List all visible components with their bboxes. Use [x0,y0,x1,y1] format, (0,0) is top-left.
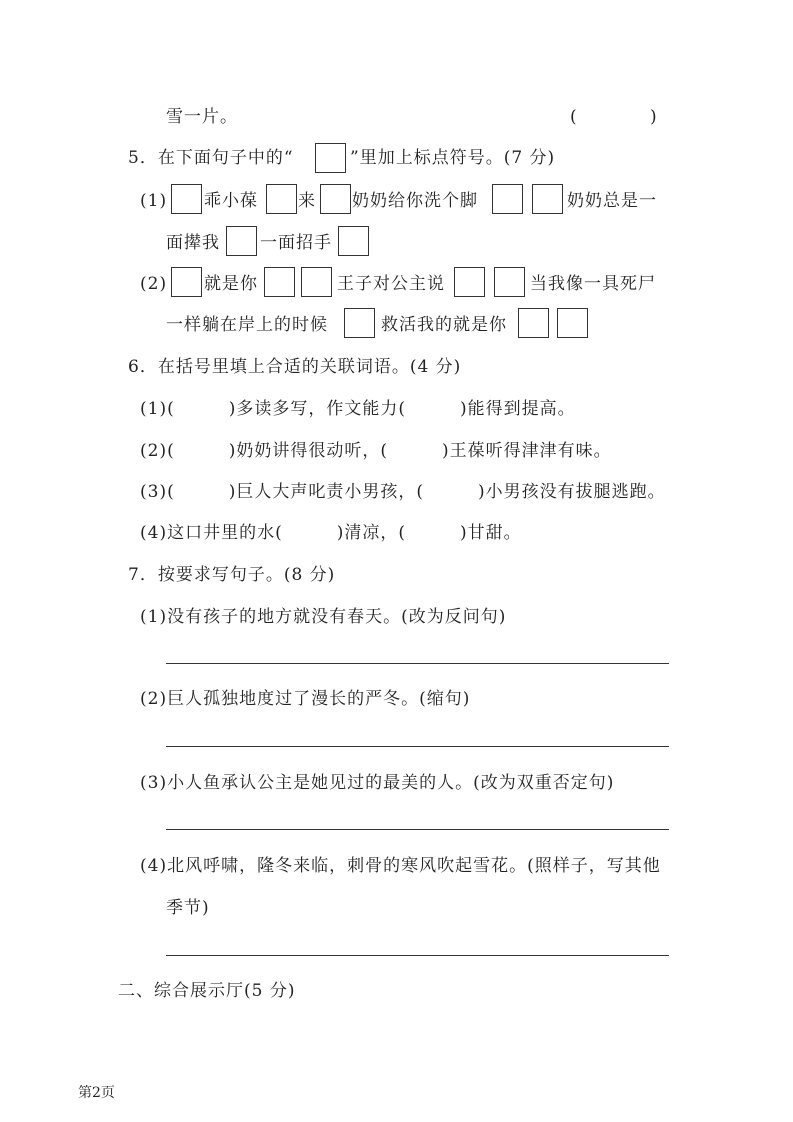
q6-item-3: (3)( )巨人大声叱责小男孩，( )小男孩没有拔腿逃跑。 [140,482,666,502]
q7-item-1: (1)没有孩子的地方就没有春天。(改为反问句) [140,607,507,627]
q5-s2-box-8[interactable] [557,308,588,338]
q5-s2-box-1[interactable] [171,267,202,297]
q5-s1-box-2[interactable] [266,184,297,214]
q6-item-2: (2)( )奶奶讲得很动听，( )王葆听得津津有味。 [140,441,612,461]
q5-s1-box-1[interactable] [171,184,202,214]
page-number: 第2页 [78,1085,115,1101]
q5-s1-box-3[interactable] [320,184,351,214]
q7-answer-line-1[interactable] [166,663,669,664]
q7-item-2: (2)巨人孤独地度过了漫长的严冬。(缩句) [140,689,471,709]
q7-item-4-cont: 季节) [166,898,210,918]
q5-s2-part-5: 救活我的就是你 [381,315,507,335]
q4-tail-text: 雪一片。 [166,107,238,127]
section2-title: 二、综合展示厅(5 分) [118,981,296,1001]
q5-title-b: ”里加上标点符号。(7 分) [350,148,556,168]
q5-s2-part-4: 一样躺在岸上的时候 [166,315,328,335]
q5-s2-part-1: 就是你 [204,274,258,294]
q7-item-3: (3)小人鱼承认公主是她见过的最美的人。(改为双重否定句) [140,773,615,793]
q5-s2-box-2[interactable] [264,267,295,297]
q5-s2-box-3[interactable] [301,267,332,297]
q5-s1-part-2: 来 [298,191,316,211]
q5-s1-box-7[interactable] [338,226,369,256]
q5-s2-box-7[interactable] [518,308,549,338]
q6-title: 6．在括号里填上合适的关联词语。(4 分) [128,357,462,377]
q5-s2-box-4[interactable] [454,267,485,297]
q5-s1-part-5: 面撵我 [166,233,220,253]
q5-s2-part-2: 王子对公主说 [337,274,445,294]
q5-s2-num: (2) [140,274,168,294]
q5-s2-part-3: 当我像一具死尸 [530,274,656,294]
q4-answer-paren-close: ) [650,107,657,127]
q5-s2-box-5[interactable] [494,267,525,297]
q5-title-box [315,143,346,173]
q5-s1-part-3: 奶奶给你洗个脚 [352,191,478,211]
q5-s2-box-6[interactable] [344,308,375,338]
q5-s1-part-4: 奶奶总是一 [567,191,657,211]
q5-s1-num: (1) [140,191,168,211]
q4-answer-paren-open: ( [570,107,577,127]
q5-s1-box-4[interactable] [492,184,523,214]
q7-answer-line-2[interactable] [166,746,669,747]
q7-title: 7．按要求写句子。(8 分) [128,565,336,585]
q5-s1-part-1: 乖小葆 [204,191,258,211]
q5-s1-part-6: 一面招手 [260,233,332,253]
q6-item-1: (1)( )多读多写，作文能力( )能得到提高。 [140,399,576,419]
q7-item-4: (4)北风呼啸，隆冬来临，刺骨的寒风吹起雪花。(照样子，写其他 [140,856,661,876]
q5-title-a: 5．在下面句子中的“ [128,148,294,168]
q6-item-4: (4)这口井里的水( )清凉，( )甘甜。 [140,523,522,543]
q7-answer-line-3[interactable] [166,829,669,830]
q7-answer-line-4[interactable] [166,955,669,956]
q5-s1-box-5[interactable] [532,184,563,214]
q5-s1-box-6[interactable] [226,226,257,256]
